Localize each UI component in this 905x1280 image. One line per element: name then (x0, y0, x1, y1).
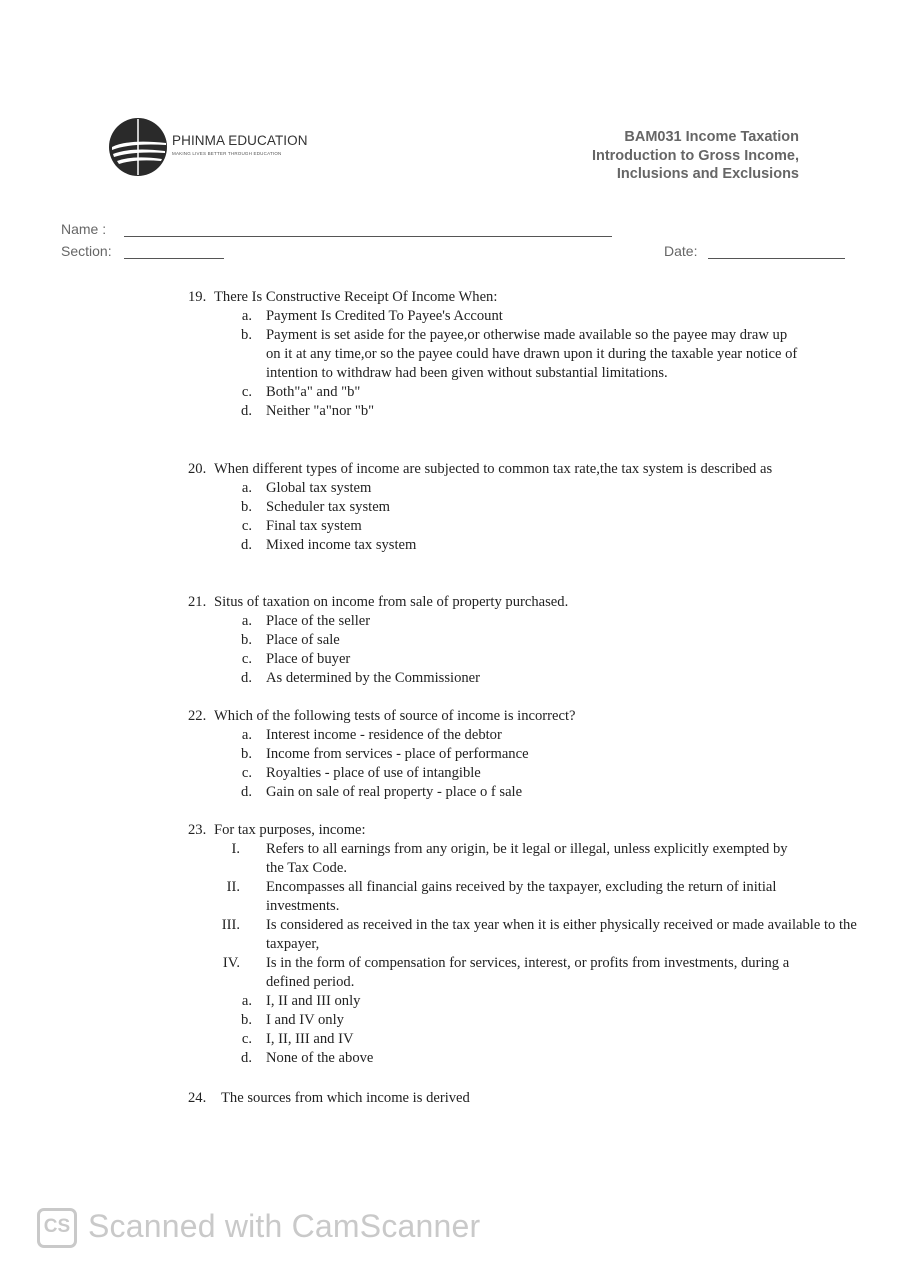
option-d (188, 402, 798, 421)
option-text: Income from services - place of performance (266, 746, 529, 762)
option-letter: b. (241, 327, 252, 343)
question-20 (188, 460, 798, 555)
statement-text: Is in the form of compensation for services, interest, or profits from investments, during a defined period. (266, 955, 790, 990)
option-letter: c. (241, 384, 252, 400)
option-text: Mixed income tax system (266, 537, 417, 553)
option-a (188, 307, 798, 326)
option-text: As determined by the Commissioner (266, 670, 481, 686)
option-d (188, 783, 798, 802)
date-label: Date: (664, 243, 698, 259)
question-19 (188, 288, 798, 421)
option-letter: b. (241, 499, 252, 515)
question-stem: Situs of taxation on income from sale of property purchased. (214, 594, 569, 610)
question-21 (188, 593, 798, 688)
option-text: None of the above (266, 1050, 374, 1066)
option-d (188, 536, 798, 555)
option-letter: c. (241, 651, 252, 667)
statement-1 (188, 840, 806, 878)
option-text: I, II and III only (266, 993, 361, 1009)
statement-2 (188, 878, 786, 916)
option-text: Place of sale (266, 632, 340, 648)
option-text: I and IV only (266, 1012, 344, 1028)
option-text: Payment is set aside for the payee,or otherwise made available so the payee may draw up on it at any time,or so the payee could have drawn upon it during the taxable year notice of intention to withdraw had been given without substantial limitations. (266, 327, 798, 381)
option-text: Payment Is Credited To Payee's Account (266, 308, 503, 324)
statement-text: Refers to all earnings from any origin, be it legal or illegal, unless explicitly exempted by the Tax Code. (266, 841, 788, 876)
option-text: Neither "a"nor "b" (266, 403, 375, 419)
question-stem: The sources from which income is derived (221, 1090, 470, 1106)
option-d (188, 669, 798, 688)
question-stem: There Is Constructive Receipt Of Income When: (214, 289, 498, 305)
course-title-line-2: Introduction to Gross Income, (591, 147, 799, 164)
option-letter: a. (241, 613, 252, 629)
org-name: PHINMA EDUCATION (172, 133, 308, 148)
option-b (188, 745, 798, 764)
question-stem: For tax purposes, income: (214, 822, 366, 838)
course-title-line-3: Inclusions and Exclusions (616, 166, 799, 182)
option-text: Global tax system (266, 480, 372, 496)
option-text: Final tax system (266, 518, 362, 534)
option-a (188, 726, 798, 745)
option-d (188, 1049, 808, 1068)
option-c (188, 383, 798, 402)
option-letter: d. (241, 537, 252, 553)
option-letter: c. (241, 765, 252, 781)
option-letter: b. (241, 746, 252, 762)
course-title (592, 128, 799, 184)
statement-4 (188, 954, 826, 992)
section-field[interactable] (124, 258, 224, 259)
option-b (188, 498, 798, 517)
option-letter: d. (241, 403, 252, 419)
question-stem: When different types of income are subjected to common tax rate,the tax system is described as (214, 461, 773, 477)
statement-text: Encompasses all financial gains received by the taxpayer, excluding the return of initial investments. (266, 879, 777, 914)
option-c (188, 517, 798, 536)
option-c (188, 650, 798, 669)
name-field[interactable] (124, 236, 612, 237)
statement-3 (188, 916, 876, 954)
option-letter: b. (241, 632, 252, 648)
question-number: 23. (188, 822, 207, 838)
question-stem: Which of the following tests of source of income is incorrect? (214, 708, 576, 724)
option-c (188, 764, 798, 783)
date-field[interactable] (708, 258, 845, 259)
question-23 (188, 821, 857, 1068)
option-text: Interest income - residence of the debtor (266, 727, 502, 743)
option-letter: c. (241, 518, 252, 534)
option-b (188, 1011, 808, 1030)
option-letter: d. (241, 670, 252, 686)
option-letter: d. (241, 784, 252, 800)
statement-numeral: IV. (222, 955, 240, 971)
option-letter: a. (241, 480, 252, 496)
option-b (188, 326, 798, 383)
camscanner-logo-text: CS (43, 1216, 71, 1237)
statement-numeral: II. (226, 879, 240, 895)
option-letter: a. (241, 308, 252, 324)
question-number: 24. (188, 1090, 207, 1106)
org-tagline: MAKING LIVES BETTER THROUGH EDUCATION (172, 151, 282, 156)
option-text: Place of the seller (266, 613, 371, 629)
option-text: Scheduler tax system (266, 499, 391, 515)
option-letter: c. (241, 1031, 252, 1047)
option-text: Place of buyer (266, 651, 351, 667)
option-text: Royalties - place of use of intangible (266, 765, 481, 781)
question-number: 21. (188, 594, 207, 610)
option-c (188, 1030, 808, 1049)
option-a (188, 612, 798, 631)
option-letter: b. (241, 1012, 252, 1028)
phinma-logo-icon (108, 117, 168, 177)
statement-numeral: III. (221, 917, 240, 933)
statement-numeral: I. (231, 841, 240, 857)
option-b (188, 631, 798, 650)
option-letter: a. (241, 993, 252, 1009)
option-text: I, II, III and IV (266, 1031, 354, 1047)
option-letter: d. (241, 1050, 252, 1066)
camscanner-watermark: Scanned with CamScanner (88, 1208, 481, 1244)
statement-text: Is considered as received in the tax year when it is either physically received or made available to the taxpayer, (266, 917, 857, 952)
question-24 (188, 1089, 798, 1108)
question-22 (188, 707, 798, 802)
camscanner-logo-icon (37, 1208, 77, 1248)
option-text: Gain on sale of real property - place o f sale (266, 784, 523, 800)
section-label: Section: (61, 243, 112, 259)
option-text: Both"a" and "b" (266, 384, 361, 400)
option-letter: a. (241, 727, 252, 743)
question-number: 20. (188, 461, 207, 477)
name-label: Name : (61, 221, 107, 237)
option-a (188, 479, 798, 498)
question-number: 19. (188, 289, 207, 305)
course-title-line-1: BAM031 Income Taxation (624, 129, 799, 145)
option-a (188, 992, 808, 1011)
question-number: 22. (188, 708, 207, 724)
